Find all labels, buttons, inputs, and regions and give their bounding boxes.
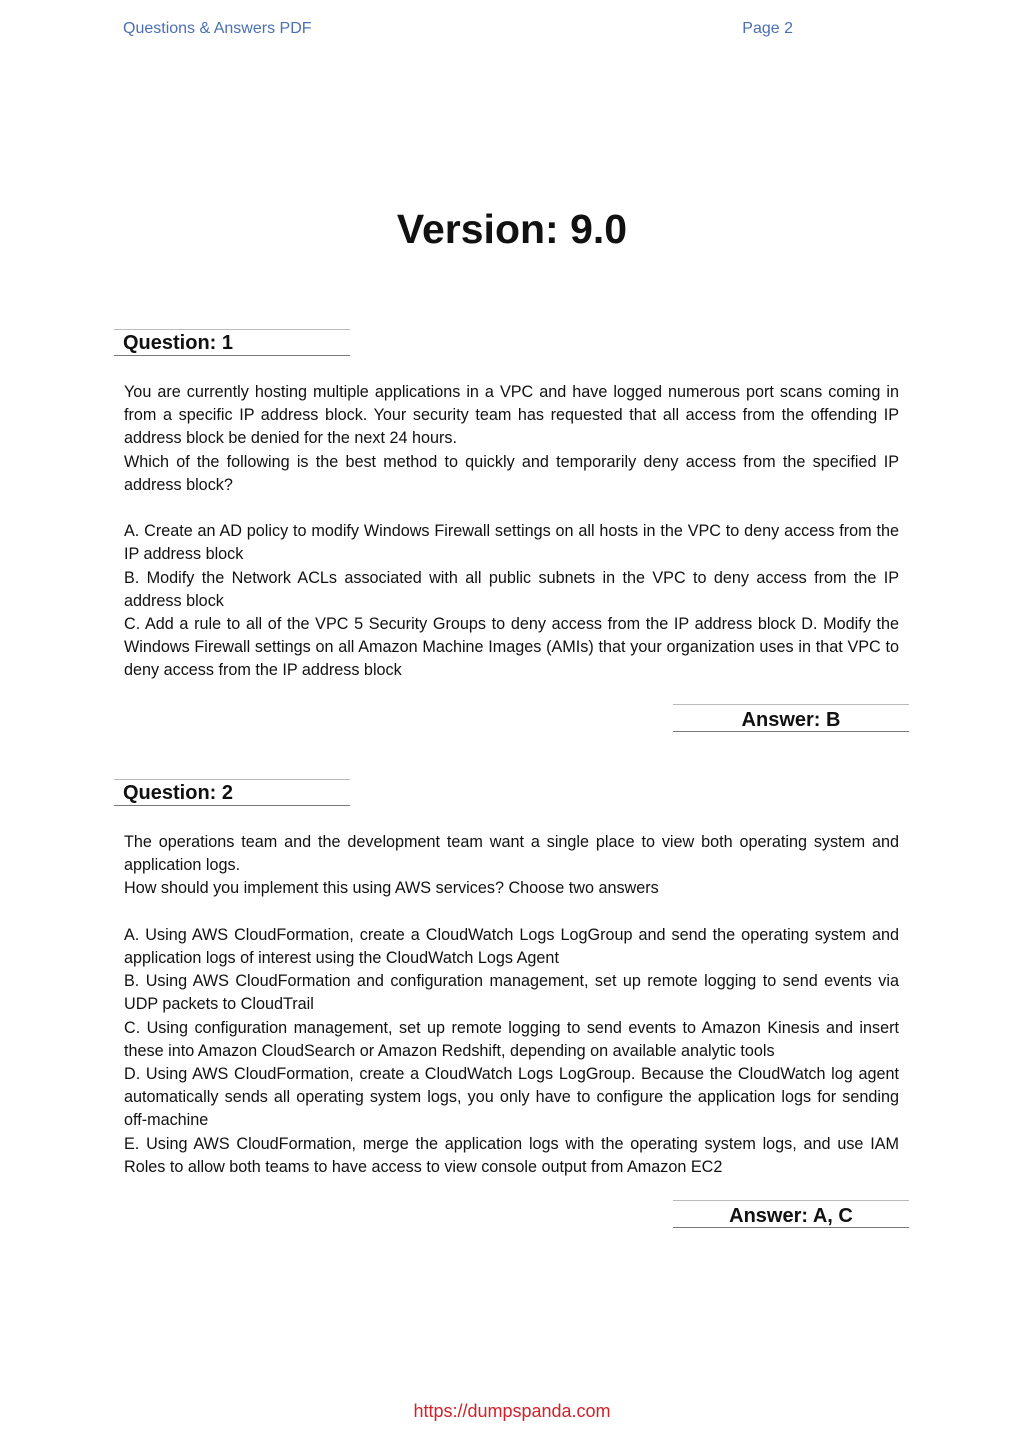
question-1-paragraph: You are currently hosting multiple applications in a VPC and have logged numerous port scans coming in from a specific IP address block. Your security team has requested that all access from the offending IP address block be denied for the next 24 hours.: [124, 383, 899, 448]
version-title: Version: 9.0: [396, 206, 628, 252]
page-number: Page 2: [742, 20, 793, 37]
question-2-option-c: C. Using configuration management, set up remote logging to send events to Amazon Kinesis and insert these into Amazon CloudSearch or Amazon Redshift, depending on available analytic tools: [124, 1018, 899, 1060]
question-2-title: Question: 2: [114, 779, 350, 806]
footer-link[interactable]: https://dumpspanda.com: [413, 1401, 611, 1421]
question-2-paragraph: The operations team and the development team want a single place to view both operating system and application logs.: [124, 833, 899, 875]
question-1-option-b: B. Modify the Network ACLs associated with all public subnets in the VPC to deny access from the IP address block: [124, 568, 899, 610]
question-2-option-e: E. Using AWS CloudFormation, merge the application logs with the operating system logs, and use IAM Roles to allow both teams to have access to view console output from Amazon EC2: [124, 1134, 899, 1176]
question-1-option-c: C. Add a rule to all of the VPC 5 Security Groups to deny access from the IP address block D. Modify the Windows Firewall settings on all Amazon Machine Images (AMIs) that your organization uses in that VPC to deny access from the IP address block: [124, 615, 899, 680]
question-2-paragraph: How should you implement this using AWS services? Choose two answers: [124, 879, 659, 898]
question-2-option-a: A. Using AWS CloudFormation, create a CloudWatch Logs LogGroup and send the operating system and application logs of interest using the CloudWatch Logs Agent: [124, 925, 899, 967]
question-2-body: [124, 831, 899, 1179]
question-2-option-b: B. Using AWS CloudFormation and configuration management, set up remote logging to send events via UDP packets to CloudTrail: [124, 972, 899, 1014]
question-1-option-a: A. Create an AD policy to modify Windows Firewall settings on all hosts in the VPC to deny access from the IP address block: [124, 522, 899, 564]
question-2-option-d: D. Using AWS CloudFormation, create a CloudWatch Logs LogGroup. Because the CloudWatch log agent automatically sends all operating system logs, you only have to configure the application logs for sending off-machine: [124, 1065, 899, 1130]
question-1-body: [124, 381, 899, 683]
header-title: Questions & Answers PDF: [123, 20, 312, 37]
question-1-paragraph: Which of the following is the best method to quickly and temporarily deny access from the specified IP address block?: [124, 452, 899, 494]
question-2-answer: Answer: A, C: [673, 1200, 909, 1228]
question-1-answer: Answer: B: [673, 704, 909, 732]
page-header: [123, 20, 793, 44]
question-1-title: Question: 1: [114, 329, 350, 356]
